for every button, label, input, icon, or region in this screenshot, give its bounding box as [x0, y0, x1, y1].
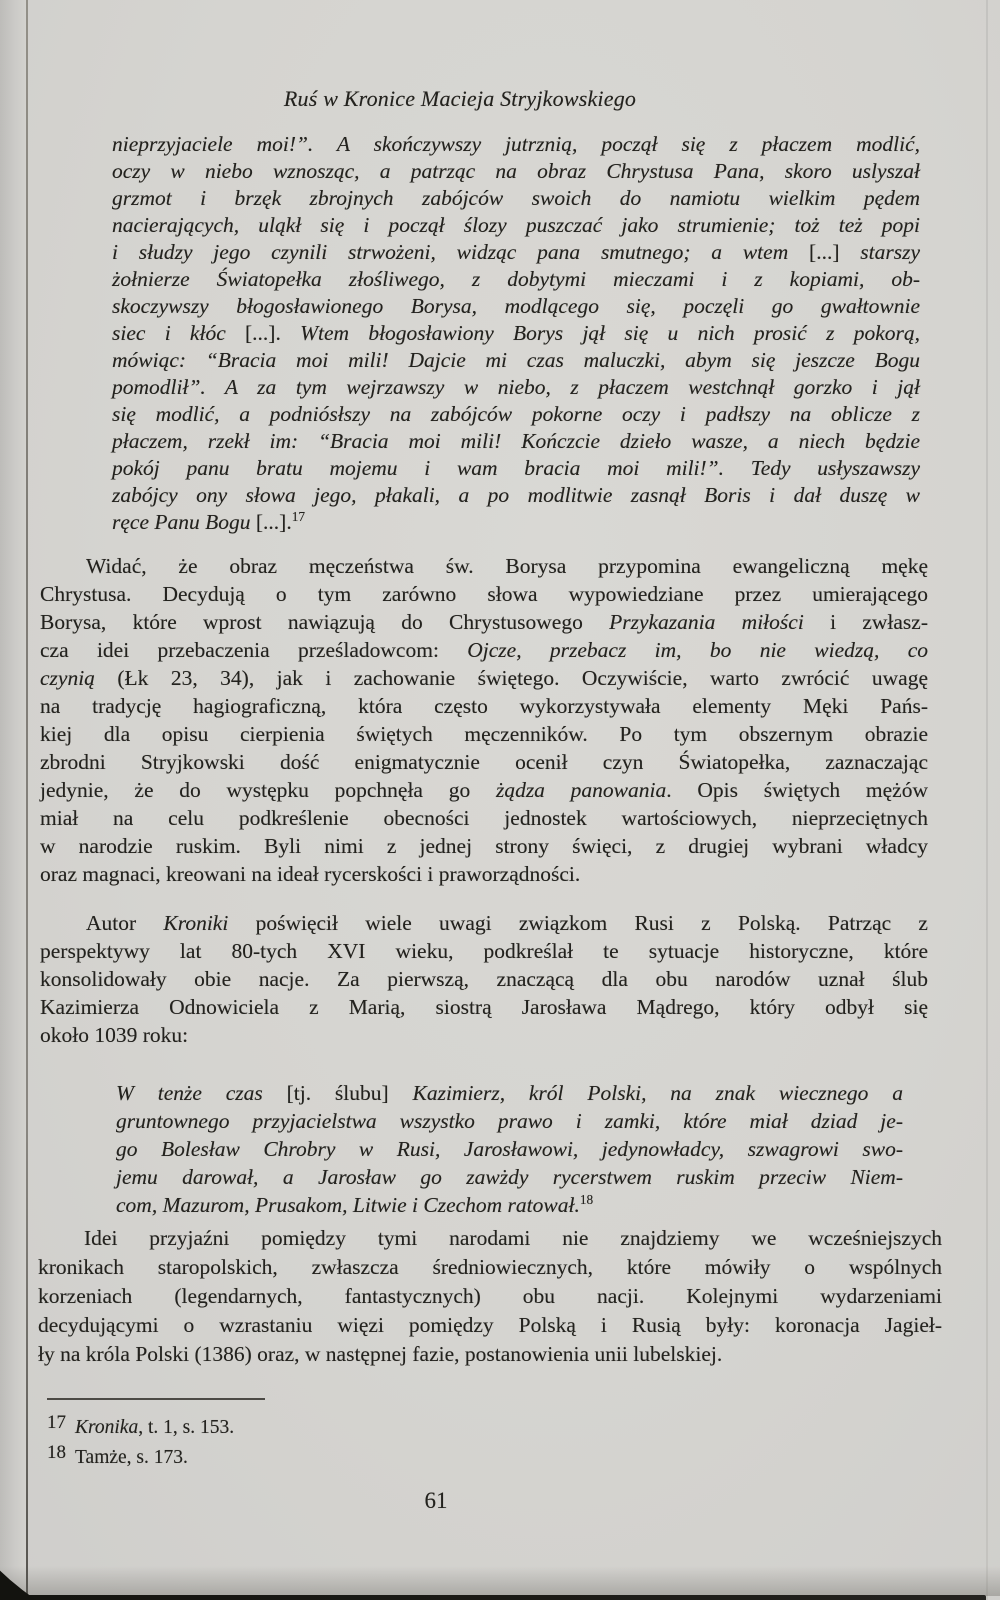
text-line — [116, 1135, 903, 1163]
footnote-list — [47, 1413, 265, 1473]
text-line — [112, 266, 920, 293]
text-line — [40, 937, 928, 965]
text-segment: żołnierze Światopełka złośliwego, z dobytymi mieczami i z kopiami, ob- — [112, 267, 920, 291]
text-segment: kiej dla opisu cierpienia świętych męczenników. Po tym obszernym obrazie — [40, 722, 928, 746]
text-segment: [...]. — [245, 321, 281, 345]
footnote-reference: 17 — [291, 508, 306, 524]
text-segment: pomodlił”. A za tym wejrzawszy w niebo, z płaczem westchnął gorzko i jął — [112, 375, 920, 399]
text-segment: Kazimierz, król Polski, na znak wiecznego a — [388, 1081, 903, 1105]
text-line — [112, 320, 920, 347]
text-segment: Kazimierza Odnowiciela z Marią, siostrą Jarosława Mądrego, który odbył się — [40, 995, 928, 1019]
text-line — [112, 428, 920, 455]
text-line — [112, 158, 920, 185]
text-line — [116, 1079, 903, 1107]
text-line — [116, 1163, 903, 1191]
text-segment: nacierających, uląkł się i począł ślozy puszczać jako strumienie; toż też popi — [112, 213, 920, 237]
text-line — [38, 1282, 942, 1311]
footnote-separator-rule — [47, 1398, 265, 1400]
text-segment: Chrystusa. Decydują o tym zarówno słowa wypowiedziane przez umierającego — [40, 582, 928, 606]
text-segment: oczy w niebo wznosząc, a patrząc na obraz Chrystusa Pana, skoro uslyszał — [112, 159, 920, 183]
text-segment: starszy — [839, 240, 921, 264]
text-segment: siec i kłóc — [112, 321, 246, 345]
text-line — [112, 131, 920, 158]
text-line — [40, 965, 928, 993]
text-segment: korzeniach (legendarnych, fantastycznych) obu nacji. Kolejnymi wydarzeniami — [38, 1284, 942, 1308]
text-segment: [tj. ślubu] — [286, 1081, 389, 1105]
page-number: 61 — [424, 1488, 448, 1513]
text-line — [40, 720, 928, 748]
text-segment: się modlić, a podniósłszy na zabójców pokorne oczy i padłszy na oblicze z — [112, 402, 920, 426]
running-header: Ruś w Kronice Macieja Stryjkowskiego — [283, 86, 637, 111]
text-segment: konsolidowały obie nacje. Za pierwszą, znaczącą dla obu narodów uznał ślub — [40, 967, 928, 991]
text-segment: Widać, że obraz męczeństwa św. Borysa przypomina ewangeliczną mękę — [86, 554, 928, 578]
text-segment: skoczywszy błogosławionego Borysa, modlącego się, poczęli go gwałtownie — [112, 294, 920, 318]
text-line — [40, 1021, 928, 1049]
text-line — [112, 374, 920, 401]
text-segment: Kronika — [75, 1417, 139, 1438]
footnote-item — [47, 1443, 265, 1473]
text-line — [112, 185, 920, 212]
text-segment: pokój panu bratu mojemu i wam bracia moi mili!”. Tedy usłyszawszy — [112, 456, 920, 480]
text-line — [116, 1107, 903, 1135]
text-line — [40, 776, 928, 804]
text-segment: gruntownego przyjacielstwa wszystko prawo i zamki, które miał dziad je- — [116, 1109, 903, 1133]
text-segment: oraz magnaci, kreowani na ideał rycerskości i praworządności. — [40, 862, 581, 886]
paragraph-friendship-idea — [38, 1224, 942, 1369]
text-segment: Borysa, które wprost nawiązują do Chrystusowego — [40, 610, 610, 634]
text-segment: W tenże czas — [116, 1081, 287, 1105]
text-line — [40, 692, 928, 720]
text-segment: czynią — [40, 666, 95, 690]
text-line — [116, 1191, 903, 1219]
text-line — [40, 748, 928, 776]
text-segment: cza idei przebaczenia prześladowcom: — [40, 638, 468, 662]
text-segment: [...]. — [255, 510, 292, 534]
text-line — [40, 804, 928, 832]
text-line — [40, 636, 928, 664]
text-segment: Tamże, s. 173. — [75, 1447, 188, 1468]
footnote-reference: 18 — [579, 1191, 594, 1207]
text-segment: Wtem błogosławiony Borys jął się u nich prosić z pokorą, — [280, 321, 920, 345]
text-blocks — [0, 131, 1000, 1369]
paragraph-evangelical-parallel — [40, 552, 928, 888]
text-line — [112, 347, 920, 374]
footnote-marker: 18 — [47, 1442, 66, 1463]
text-line — [40, 832, 928, 860]
footnote-marker: 17 — [47, 1412, 66, 1433]
block-quote-kazimierz-marriage — [116, 1079, 903, 1219]
text-line — [112, 212, 920, 239]
text-segment: żądza panowania — [495, 778, 667, 802]
text-segment: mówiąc: “Bracia moi mili! Dajcie mi czas maluczki, abym się jeszcze Bogu — [112, 348, 920, 372]
text-line — [40, 993, 928, 1021]
text-segment: perspektywy lat 80-tych XVI wieku, podkreślał te sytuacje historyczne, które — [40, 939, 928, 963]
text-line — [112, 401, 920, 428]
text-line — [112, 482, 920, 509]
text-segment: ły na króla Polski (1386) oraz, w następnej fazie, postanowienia unii lubelskiej. — [38, 1342, 723, 1366]
footnotes-section — [47, 1398, 265, 1473]
text-line — [40, 664, 928, 692]
text-segment: decydującymi o wzrastaniu więzi pomiędzy Polską i Rusią były: koronacja Jagieł- — [38, 1313, 942, 1337]
text-line — [112, 239, 920, 266]
text-segment: płaczem, rzekł im: “Bracia moi mili! Kończcie dzieło wasze, a niech będzie — [112, 429, 920, 453]
text-segment: miał na celu podkreślenie obecności jednostek wartościowych, nieprzeciętnych — [40, 806, 928, 830]
text-segment: zabójcy ony słowa jego, płakali, a po modlitwie zasnął Boris i dał duszę w — [112, 483, 920, 507]
text-line — [38, 1340, 942, 1369]
text-segment: Przykazania miłości — [609, 610, 804, 634]
text-segment: Kroniki — [163, 911, 229, 935]
paragraph-author-kronika — [40, 909, 928, 1049]
text-line — [112, 455, 920, 482]
block-quote-borys-martyrdom — [112, 131, 920, 536]
text-line — [38, 1253, 942, 1282]
text-line — [40, 552, 928, 580]
text-segment: i zwłasz- — [803, 610, 928, 634]
text-line — [40, 608, 928, 636]
text-segment: kronikach staropolskich, zwłaszcza średniowiecznych, które mówiły o wspólnych — [38, 1255, 942, 1279]
text-line — [112, 293, 920, 320]
bottom-scan-strip — [24, 1595, 986, 1600]
text-segment: [...] — [809, 240, 840, 264]
text-segment: w narodzie ruskim. Byli nimi z jednej strony święci, z drugiej wybrani władcy — [40, 834, 928, 858]
bottom-scan-shadow — [0, 1566, 1000, 1596]
text-line — [40, 580, 928, 608]
text-segment: grzmot i brzęk zbrojnych zabójców swoich do namiotu wielkim pędem — [112, 186, 920, 210]
text-segment: Ojcze, przebacz im, bo nie wiedzą, co — [467, 638, 928, 662]
text-segment: . Opis świętych mężów — [666, 778, 928, 802]
text-line — [40, 909, 928, 937]
text-segment: na tradycję hagiograficzną, która często wykorzystywała elementy Męki Pańs- — [40, 694, 928, 718]
text-segment: (Łk 23, 34), jak i zachowanie świętego. Oczywiście, warto zwrócić uwagę — [94, 666, 928, 690]
text-segment: zbrodni Stryjkowski dość enigmatycznie ocenił czyn Światopełka, zaznaczając — [40, 750, 928, 774]
text-segment: i słudzy jego czynili strwożeni, widząc pana smutnego; a wtem — [112, 240, 810, 264]
text-segment: Autor — [86, 911, 164, 935]
text-segment: około 1039 roku: — [40, 1023, 189, 1047]
text-segment: Idei przyjaźni pomiędzy tymi narodami nie znajdziemy we wcześniejszych — [84, 1226, 942, 1250]
text-line — [38, 1224, 942, 1253]
text-line — [112, 509, 920, 536]
text-segment: ręce Panu Bogu — [112, 510, 256, 534]
text-line — [40, 860, 928, 888]
text-segment: go Bolesław Chrobry w Rusi, Jarosławowi, jedynowładcy, szwagrowi swo- — [116, 1137, 903, 1161]
text-segment: jedynie, że do występku popchnęła go — [40, 778, 496, 802]
text-line — [38, 1311, 942, 1340]
text-segment: com, Mazurom, Prusakom, Litwie i Czechom ratował. — [116, 1193, 580, 1217]
text-segment: poświęcił wiele uwagi związkom Rusi z Polską. Patrząc z — [228, 911, 928, 935]
text-segment: nieprzyjaciele moi!”. A skończywszy jutrznią, począł się z płaczem modlić, — [112, 132, 920, 156]
footnote-item — [47, 1413, 265, 1443]
text-segment: jemu darował, a Jarosław go zawżdy rycerstwem ruskim przeciw Niem- — [116, 1165, 903, 1189]
text-segment: , t. 1, s. 153. — [138, 1417, 235, 1438]
